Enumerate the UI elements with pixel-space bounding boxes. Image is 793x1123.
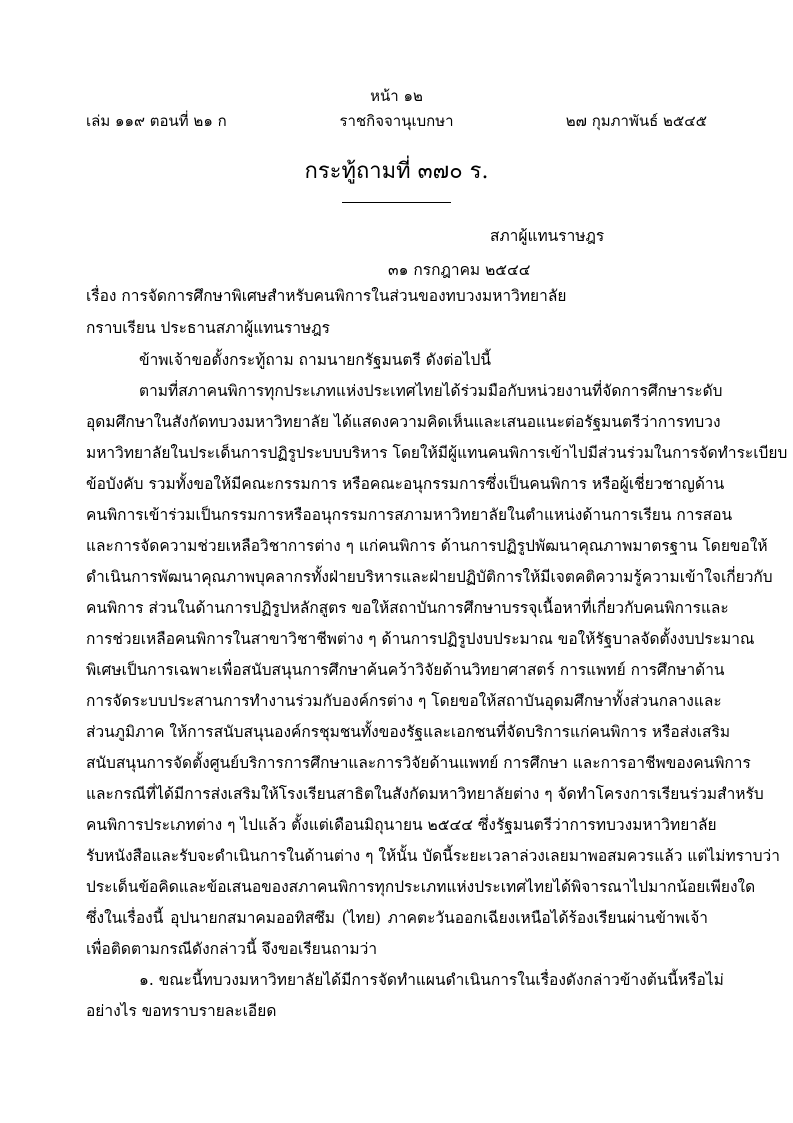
- body-line: เพื่อติดตามกรณีดังกล่าวนี้ จึงขอเรียนถามว่า: [86, 940, 378, 958]
- title-underline: [342, 202, 451, 203]
- body-line: ข้อบังคับ รวมทั้งขอให้มีคณะกรรมการ หรือคณะอนุกรรมการซึ่งเป็นคนพิการ หรือผู้เชี่ยวชาญด้าน: [86, 475, 725, 493]
- question-line: ๑. ขณะนี้ทบวงมหาวิทยาลัยได้มีการจัดทำแผนดำเนินการในเรื่องดังกล่าวข้างต้นนี้หรือไม่: [139, 971, 724, 989]
- body-line: พิเศษเป็นการเฉพาะเพื่อสนับสนุนการศึกษาค้นคว้าวิจัยด้านวิทยาศาสตร์ การแพทย์ การศึกษาด้าน: [86, 661, 725, 679]
- sender: สภาผู้แทนราษฎร: [490, 227, 605, 245]
- page-number: หน้า ๑๒: [370, 87, 423, 105]
- subject-line: เรื่อง การจัดการศึกษาพิเศษสำหรับคนพิการในส่วนของทบวงมหาวิทยาลัย: [86, 287, 567, 305]
- body-line: การจัดระบบประสานการทำงานร่วมกับองค์กรต่าง ๆ โดยขอให้สถาบันอุดมศึกษาทั้งส่วนกลางและ: [86, 692, 722, 710]
- opening-line: ข้าพเจ้าขอตั้งกระทู้ถาม ถามนายกรัฐมนตรี ดังต่อไปนี้: [139, 351, 491, 369]
- body-line: อุดมศึกษาในสังกัดทบวงมหาวิทยาลัย ได้แสดงความคิดเห็นและเสนอแนะต่อรัฐมนตรีว่าการทบวง: [86, 413, 721, 431]
- body-line: คนพิการประเภทต่าง ๆ ไปแล้ว ตั้งแต่เดือนมิถุนายน ๒๕๔๔ ซึ่งรัฐมนตรีว่าการทบวงมหาวิทยาลัย: [86, 816, 717, 834]
- document-title: กระทู้ถามที่ ๓๗๐ ร.: [304, 159, 489, 184]
- body-line: สนับสนุนการจัดตั้งศูนย์บริการการศึกษาและการวิจัยด้านแพทย์ การศึกษา และการอาชีพของคนพิการ: [86, 754, 751, 772]
- body-line: รับหนังสือและรับจะดำเนินการในด้านต่าง ๆ ให้นั้น บัดนี้ระยะเวลาล่วงเลยมาพอสมควรแล้ว แต่ไม่ทราบว่า: [86, 847, 780, 865]
- body-line: และกรณีที่ได้มีการส่งเสริมให้โรงเรียนสาธิตในสังกัดมหาวิทยาลัยต่าง ๆ จัดทำโครงการเรียนร่วมสำหรับ: [86, 785, 764, 803]
- body-line: การช่วยเหลือคนพิการในสาขาวิชาชีพต่าง ๆ ด้านการปฏิรูปงบประมาณ ขอให้รัฐบาลจัดตั้งงบประมาณ: [86, 630, 755, 648]
- volume-issue: เล่ม ๑๑๙ ตอนที่ ๒๑ ก: [86, 112, 227, 130]
- salutation: กราบเรียน ประธานสภาผู้แทนราษฎร: [86, 319, 330, 337]
- publication-date: ๒๗ กุมภาพันธ์ ๒๕๔๕: [565, 112, 707, 130]
- question-line: อย่างไร ขอทราบรายละเอียด: [86, 1002, 277, 1020]
- body-line: ตามที่สภาคนพิการทุกประเภทแห่งประเทศไทยได้ร่วมมือกับหน่วยงานที่จัดการศึกษาระดับ: [139, 382, 723, 400]
- letter-date: ๓๑ กรกฎาคม ๒๕๔๔: [388, 261, 531, 279]
- body-line: และการจัดความช่วยเหลือวิชาการต่าง ๆ แก่คนพิการ ด้านการปฏิรูปพัฒนาคุณภาพมาตรฐาน โดยขอให้: [86, 537, 768, 555]
- body-line: ประเด็นข้อคิดและข้อเสนอของสภาคนพิการทุกประเภทแห่งประเทศไทยได้พิจารณาไปมากน้อยเพียงใด: [86, 878, 756, 896]
- body-line: ซึ่งในเรื่องนี้ อุปนายกสมาคมออทิสซึม (ไทย) ภาคตะวันออกเฉียงเหนือได้ร้องเรียนผ่านข้าพเจ้า: [86, 909, 708, 927]
- body-line: มหาวิทยาลัยในประเด็นการปฏิรูประบบบริหาร โดยให้มีผู้แทนคนพิการเข้าไปมีส่วนร่วมในการจัดทำระเบียบ: [86, 444, 788, 462]
- body-line: คนพิการ ส่วนในด้านการปฏิรูปหลักสูตร ขอให้สถาบันการศึกษาบรรจุเนื้อหาที่เกี่ยวกับคนพิการและ: [86, 599, 729, 617]
- body-line: ส่วนภูมิภาค ให้การสนับสนุนองค์กรชุมชนทั้งของรัฐและเอกชนที่จัดบริการแก่คนพิการ หรือส่งเสริม: [86, 723, 731, 741]
- gazette-name: ราชกิจจานุเบกษา: [339, 112, 454, 130]
- body-line: ดำเนินการพัฒนาคุณภาพบุคลากรทั้งฝ่ายบริหารและฝ่ายปฏิบัติการให้มีเจตคติความรู้ความเข้าใจเกี่ยวกับ: [86, 568, 773, 586]
- body-line: คนพิการเข้าร่วมเป็นกรรมการหรืออนุกรรมการสภามหาวิทยาลัยในตำแหน่งด้านการเรียน การสอน: [86, 506, 733, 524]
